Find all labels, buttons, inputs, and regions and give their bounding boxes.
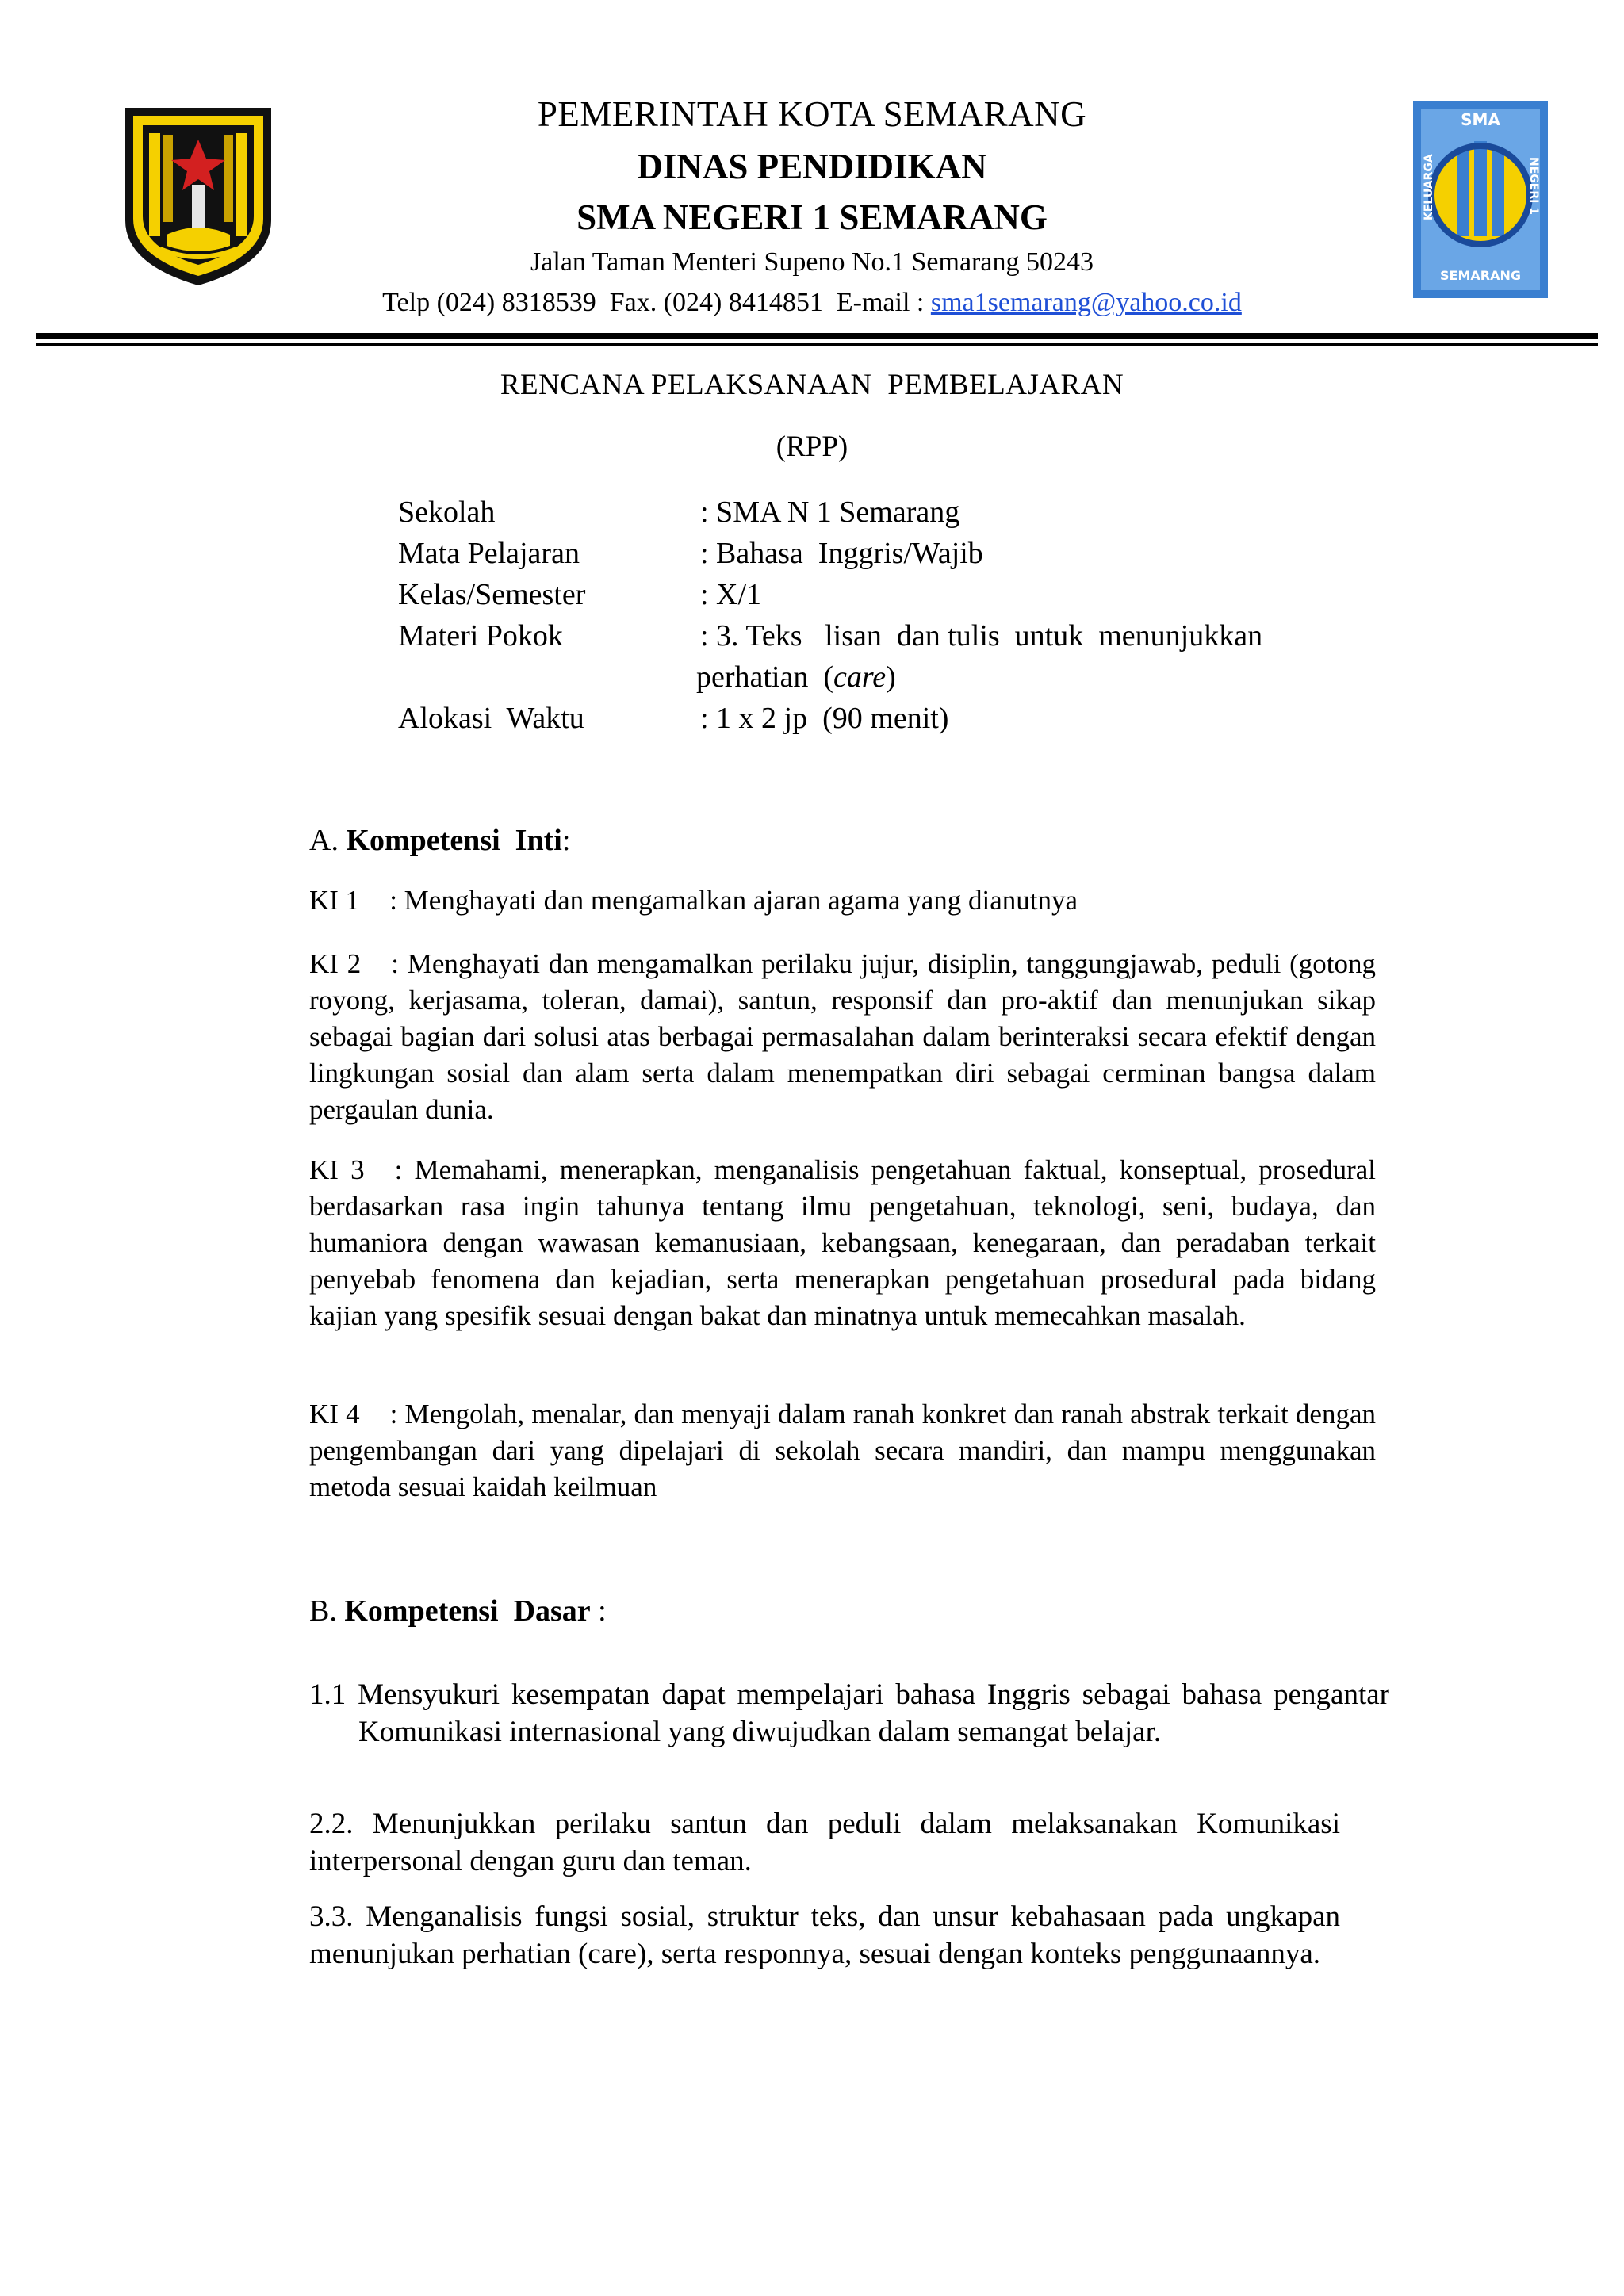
info-row-class xyxy=(0,574,1624,615)
info-value: : 3. Teks lisan dan tulis untuk menunjukkan xyxy=(700,619,1263,652)
email-link[interactable]: sma1semarang@yahoo.co.id xyxy=(930,288,1242,317)
section-title: Kompetensi Inti xyxy=(346,824,562,857)
info-label: Alokasi Waktu xyxy=(398,702,584,735)
info-row-school xyxy=(0,492,1624,533)
letterhead-address: Jalan Taman Menteri Supeno No.1 Semarang 50243 xyxy=(530,247,1094,277)
info-value-italic: care xyxy=(833,660,887,694)
letterhead-school: SMA NEGERI 1 SEMARANG xyxy=(576,197,1048,237)
info-value: : SMA N 1 Semarang xyxy=(700,496,960,529)
letterhead-contact xyxy=(0,288,1624,318)
info-value: : 1 x 2 jp (90 menit) xyxy=(700,702,949,735)
info-row-material xyxy=(0,615,1624,698)
school-emblem-text-left: KELUARGA xyxy=(1423,154,1435,220)
school-emblem-text-right: NEGERI 1 xyxy=(1527,157,1540,215)
section-b-heading xyxy=(309,1594,607,1628)
info-value-continued xyxy=(696,656,1299,698)
school-emblem-text-top: SMA xyxy=(1461,110,1500,129)
info-label: Sekolah xyxy=(398,496,496,529)
info-value: : X/1 xyxy=(700,578,762,611)
kd-item: 1.1 Mensyukuri kesempatan dapat mempelajari bahasa Inggris sebagai bahasa pengantar Komunikasi internasional yang diwujudkan dalam semangat belajar. xyxy=(309,1678,1389,1748)
kd-item: 2.2. Menunjukkan perilaku santun dan peduli dalam melaksanakan Komunikasi interpersonal dengan guru dan teman. xyxy=(309,1808,1340,1877)
info-value-part: ) xyxy=(886,660,896,694)
section-suffix: : xyxy=(561,824,571,857)
ki-code: KI 4 xyxy=(309,1399,360,1429)
ki-item xyxy=(309,882,1376,919)
ki-text: : Menghayati dan mengamalkan ajaran agama yang dianutnya xyxy=(389,885,1078,916)
letterhead-agency: DINAS PENDIDIKAN xyxy=(637,147,987,186)
ki-code: KI 1 xyxy=(309,885,360,916)
letterhead-divider-thick xyxy=(36,333,1598,339)
school-emblem-text-bottom: SEMARANG xyxy=(1440,268,1521,283)
letterhead-government: PEMERINTAH KOTA SEMARANG xyxy=(537,94,1087,134)
info-label: Mata Pelajaran xyxy=(398,537,580,570)
info-row-subject xyxy=(0,533,1624,574)
document-title: RENCANA PELAKSANAAN PEMBELAJARAN xyxy=(500,369,1124,401)
ki-text: : Memahami, menerapkan, menganalisis pengetahuan faktual, konseptual, prosedural berdasarkan rasa ingin tahunya tentang ilmu pengetahuan, teknologi, seni, budaya, dan humaniora dengan wawasan kemanusiaan, kebangsaan, kenegaraan, dan peradaban terkait penyebab fenomena dan kejadian, serta menerapkan pengetahuan prosedural pada bidang kajian yang spesifik sesuai dengan bakat dan minatnya untuk memecahkan masalah. xyxy=(309,1154,1376,1331)
info-label: Kelas/Semester xyxy=(398,578,586,611)
ki-text: : Menghayati dan mengamalkan perilaku jujur, disiplin, tanggungjawab, peduli (gotong royong, kerjasama, toleran, damai), santun, responsif dan pro-aktif dan menunjukan sikap sebagai bagian dari solusi atas berbagai permasalahan dalam berinteraksi secara efektif dengan lingkungan sosial dan alam serta dalam menempatkan diri sebagai cerminan bangsa dalam pergaulan dunia. xyxy=(309,948,1376,1125)
ki-code: KI 3 xyxy=(309,1154,365,1185)
info-row-time xyxy=(0,698,1624,739)
ki-item xyxy=(309,1152,1376,1334)
section-suffix: : xyxy=(590,1594,607,1628)
ki-item xyxy=(309,1396,1376,1506)
ki-text: : Mengolah, menalar, dan menyaji dalam ranah konkret dan ranah abstrak terkait dengan pengembangan dari yang dipelajari di sekolah secara mandiri, dan mampu menggunakan metoda sesuai kaidah keilmuan xyxy=(309,1399,1376,1502)
section-a-heading xyxy=(309,823,570,858)
section-prefix: B. xyxy=(309,1594,345,1628)
contact-info: Telp (024) 8318539 Fax. (024) 8414851 E-mail : xyxy=(382,288,931,317)
kd-item: 3.3. Menganalisis fungsi sosial, struktur teks, dan unsur kebahasaan pada ungkapan menunjukan perhatian (care), serta responnya, sesuai dengan konteks penggunaannya. xyxy=(309,1900,1340,1970)
section-prefix: A. xyxy=(309,824,347,857)
info-label: Materi Pokok xyxy=(398,619,563,652)
ki-code: KI 2 xyxy=(309,948,362,979)
letterhead-divider-thin xyxy=(36,343,1598,346)
section-title: Kompetensi Dasar xyxy=(344,1594,591,1628)
ki-item xyxy=(309,946,1376,1128)
info-value-part: perhatian ( xyxy=(696,660,834,694)
info-value: : Bahasa Inggris/Wajib xyxy=(700,537,983,570)
document-subtitle: (RPP) xyxy=(776,430,848,463)
